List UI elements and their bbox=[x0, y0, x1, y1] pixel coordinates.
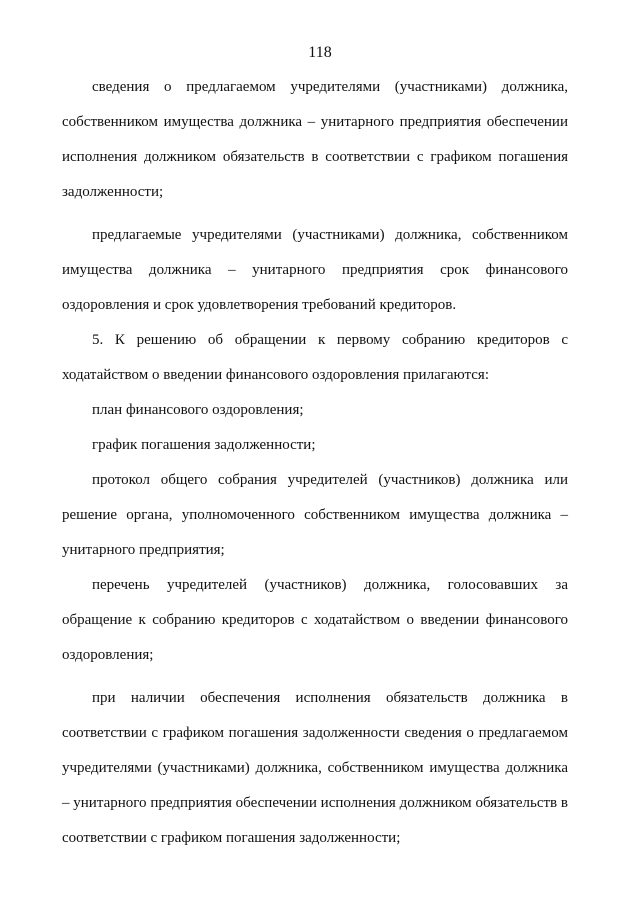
paragraph-founders-list: перечень учредителей (участников) должника, голосовавших за обращение к собранию кредиторов с ходатайством о введении финансового оздоровления; bbox=[62, 577, 568, 663]
page-number: 118 bbox=[308, 44, 332, 61]
paragraph-meeting-protocol: протокол общего собрания учредителей (участников) должника или решение органа, уполномоченного собственником имущества должника – унитарного предприятия; bbox=[62, 472, 568, 558]
paragraph-attachments-intro: 5. К решению об обращении к первому собранию кредиторов с ходатайством о введении финансового оздоровления прилагаются: bbox=[62, 332, 568, 383]
paragraph-guarantee-details: при наличии обеспечения исполнения обязательств должника в соответствии с графиком погашения задолженности сведения о предлагаемом учредителями (участниками) должника, собственником имущества должника – унитарного предприятия обеспечении исполнения должником обязательств в соответствии с графиком погашения задолженности; bbox=[62, 690, 568, 846]
document-body bbox=[62, 70, 568, 856]
paragraph-recovery-term: предлагаемые учредителями (участниками) должника, собственником имущества должника – унитарного предприятия срок финансового оздоровления и срок удовлетворения требований кредиторов. bbox=[62, 227, 568, 313]
paragraph-recovery-plan: план финансового оздоровления; bbox=[92, 402, 304, 418]
paragraph-repayment-schedule: график погашения задолженности; bbox=[92, 437, 316, 453]
paragraph-guarantee-info: сведения о предлагаемом учредителями (участниками) должника, собственником имущества должника – унитарного предприятия обеспечении исполнения должником обязательств в соответствии с графиком погашения задолженности; bbox=[62, 79, 568, 200]
